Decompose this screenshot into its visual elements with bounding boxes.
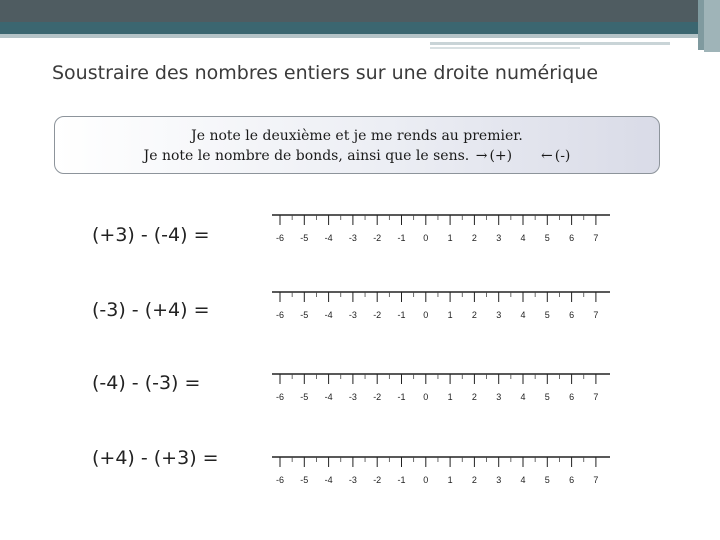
number-line-tick-label: 5 [544, 310, 550, 320]
number-line-tick-label: 6 [569, 233, 575, 243]
exercise-2-expression: (-3) - (+4) = [92, 299, 210, 321]
plus-direction-label: (+) [489, 148, 513, 164]
exercise-3-expression: (-4) - (-3) = [92, 372, 201, 394]
number-line-tick-label: 5 [544, 475, 550, 485]
number-line-tick-label: 3 [496, 475, 502, 485]
instruction-line-1: Je note le deuxième et je me rends au premier. [191, 128, 523, 144]
number-line-1 [262, 210, 612, 250]
number-line-tick-label: 0 [423, 310, 429, 320]
number-line-tick-label: 5 [544, 392, 550, 402]
number-line-tick-label: 1 [447, 392, 453, 402]
header-corner-block-inner [704, 0, 720, 52]
left-arrow-icon: ← [541, 148, 553, 164]
number-line-tick-label: 4 [520, 233, 526, 243]
header-band-teal-inner [0, 22, 700, 34]
number-line-tick-label: -6 [275, 475, 285, 485]
number-line-tick-label: 7 [593, 392, 599, 402]
number-line-4-svg [262, 452, 612, 492]
number-line-tick-label: -2 [373, 392, 382, 402]
number-line-4 [262, 452, 612, 492]
number-line-tick-label: -2 [373, 233, 382, 243]
number-line-tick-label: 6 [569, 392, 575, 402]
number-line-tick-label: 6 [569, 475, 575, 485]
number-line-3 [262, 369, 612, 409]
slide-title: Soustraire des nombres entiers sur une droite numérique [52, 62, 599, 84]
number-line-tick-label: -2 [373, 475, 382, 485]
number-line-tick-label: -5 [300, 233, 309, 243]
number-line-tick-label: -4 [324, 233, 333, 243]
number-line-tick-label: -1 [397, 310, 406, 320]
minus-direction-label: (-) [554, 148, 571, 164]
number-line-tick-label: -6 [275, 233, 285, 243]
number-line-tick-label: 5 [544, 233, 550, 243]
number-line-tick-label: -6 [275, 392, 285, 402]
number-line-tick-label: 7 [593, 233, 599, 243]
number-line-3-svg [262, 369, 612, 409]
number-line-tick-label: -2 [373, 310, 382, 320]
header-accent-line-short [430, 47, 580, 49]
number-line-tick-label: -5 [300, 475, 309, 485]
number-line-tick-label: -3 [348, 233, 357, 243]
instruction-box [54, 116, 660, 174]
number-line-tick-label: -4 [324, 392, 333, 402]
number-line-tick-label: 0 [423, 392, 429, 402]
right-arrow-icon: → [475, 148, 488, 164]
number-line-tick-label: 6 [569, 310, 575, 320]
exercise-4-expression: (+4) - (+3) = [92, 447, 219, 469]
number-line-tick-label: 2 [471, 310, 477, 320]
number-line-tick-label: -1 [397, 233, 406, 243]
number-line-tick-label: 0 [423, 475, 429, 485]
number-line-tick-label: -3 [348, 475, 357, 485]
number-line-tick-label: -5 [300, 392, 309, 402]
number-line-tick-label: 7 [593, 475, 599, 485]
exercise-1-expression: (+3) - (-4) = [92, 224, 210, 246]
header-band-light [0, 34, 720, 38]
number-line-tick-label: -3 [348, 392, 357, 402]
number-line-tick-label: 3 [496, 392, 502, 402]
number-line-tick-label: 7 [593, 310, 599, 320]
number-line-tick-label: 1 [447, 310, 453, 320]
instruction-line-2-text: Je note le nombre de bonds, ainsi que le sens. [143, 148, 470, 164]
number-line-tick-label: -4 [324, 475, 333, 485]
number-line-tick-label: -4 [324, 310, 333, 320]
number-line-tick-label: 4 [520, 475, 526, 485]
number-line-1-svg [262, 210, 612, 250]
number-line-2 [262, 287, 612, 327]
number-line-tick-label: 4 [520, 392, 526, 402]
number-line-tick-label: 2 [471, 392, 477, 402]
number-line-tick-label: 1 [447, 475, 453, 485]
number-line-tick-label: 2 [471, 475, 477, 485]
instruction-line-2 [55, 146, 659, 166]
number-line-tick-label: -1 [397, 392, 406, 402]
number-line-tick-label: 4 [520, 310, 526, 320]
number-line-tick-label: -1 [397, 475, 406, 485]
number-line-tick-label: 3 [496, 310, 502, 320]
number-line-tick-label: 3 [496, 233, 502, 243]
number-line-tick-label: 1 [447, 233, 453, 243]
header-accent-line [430, 42, 670, 45]
number-line-tick-label: 2 [471, 233, 477, 243]
number-line-tick-label: -6 [275, 310, 285, 320]
number-line-2-svg [262, 287, 612, 327]
header-band-dark [0, 0, 720, 22]
number-line-tick-label: 0 [423, 233, 429, 243]
number-line-tick-label: -5 [300, 310, 309, 320]
number-line-tick-label: -3 [348, 310, 357, 320]
